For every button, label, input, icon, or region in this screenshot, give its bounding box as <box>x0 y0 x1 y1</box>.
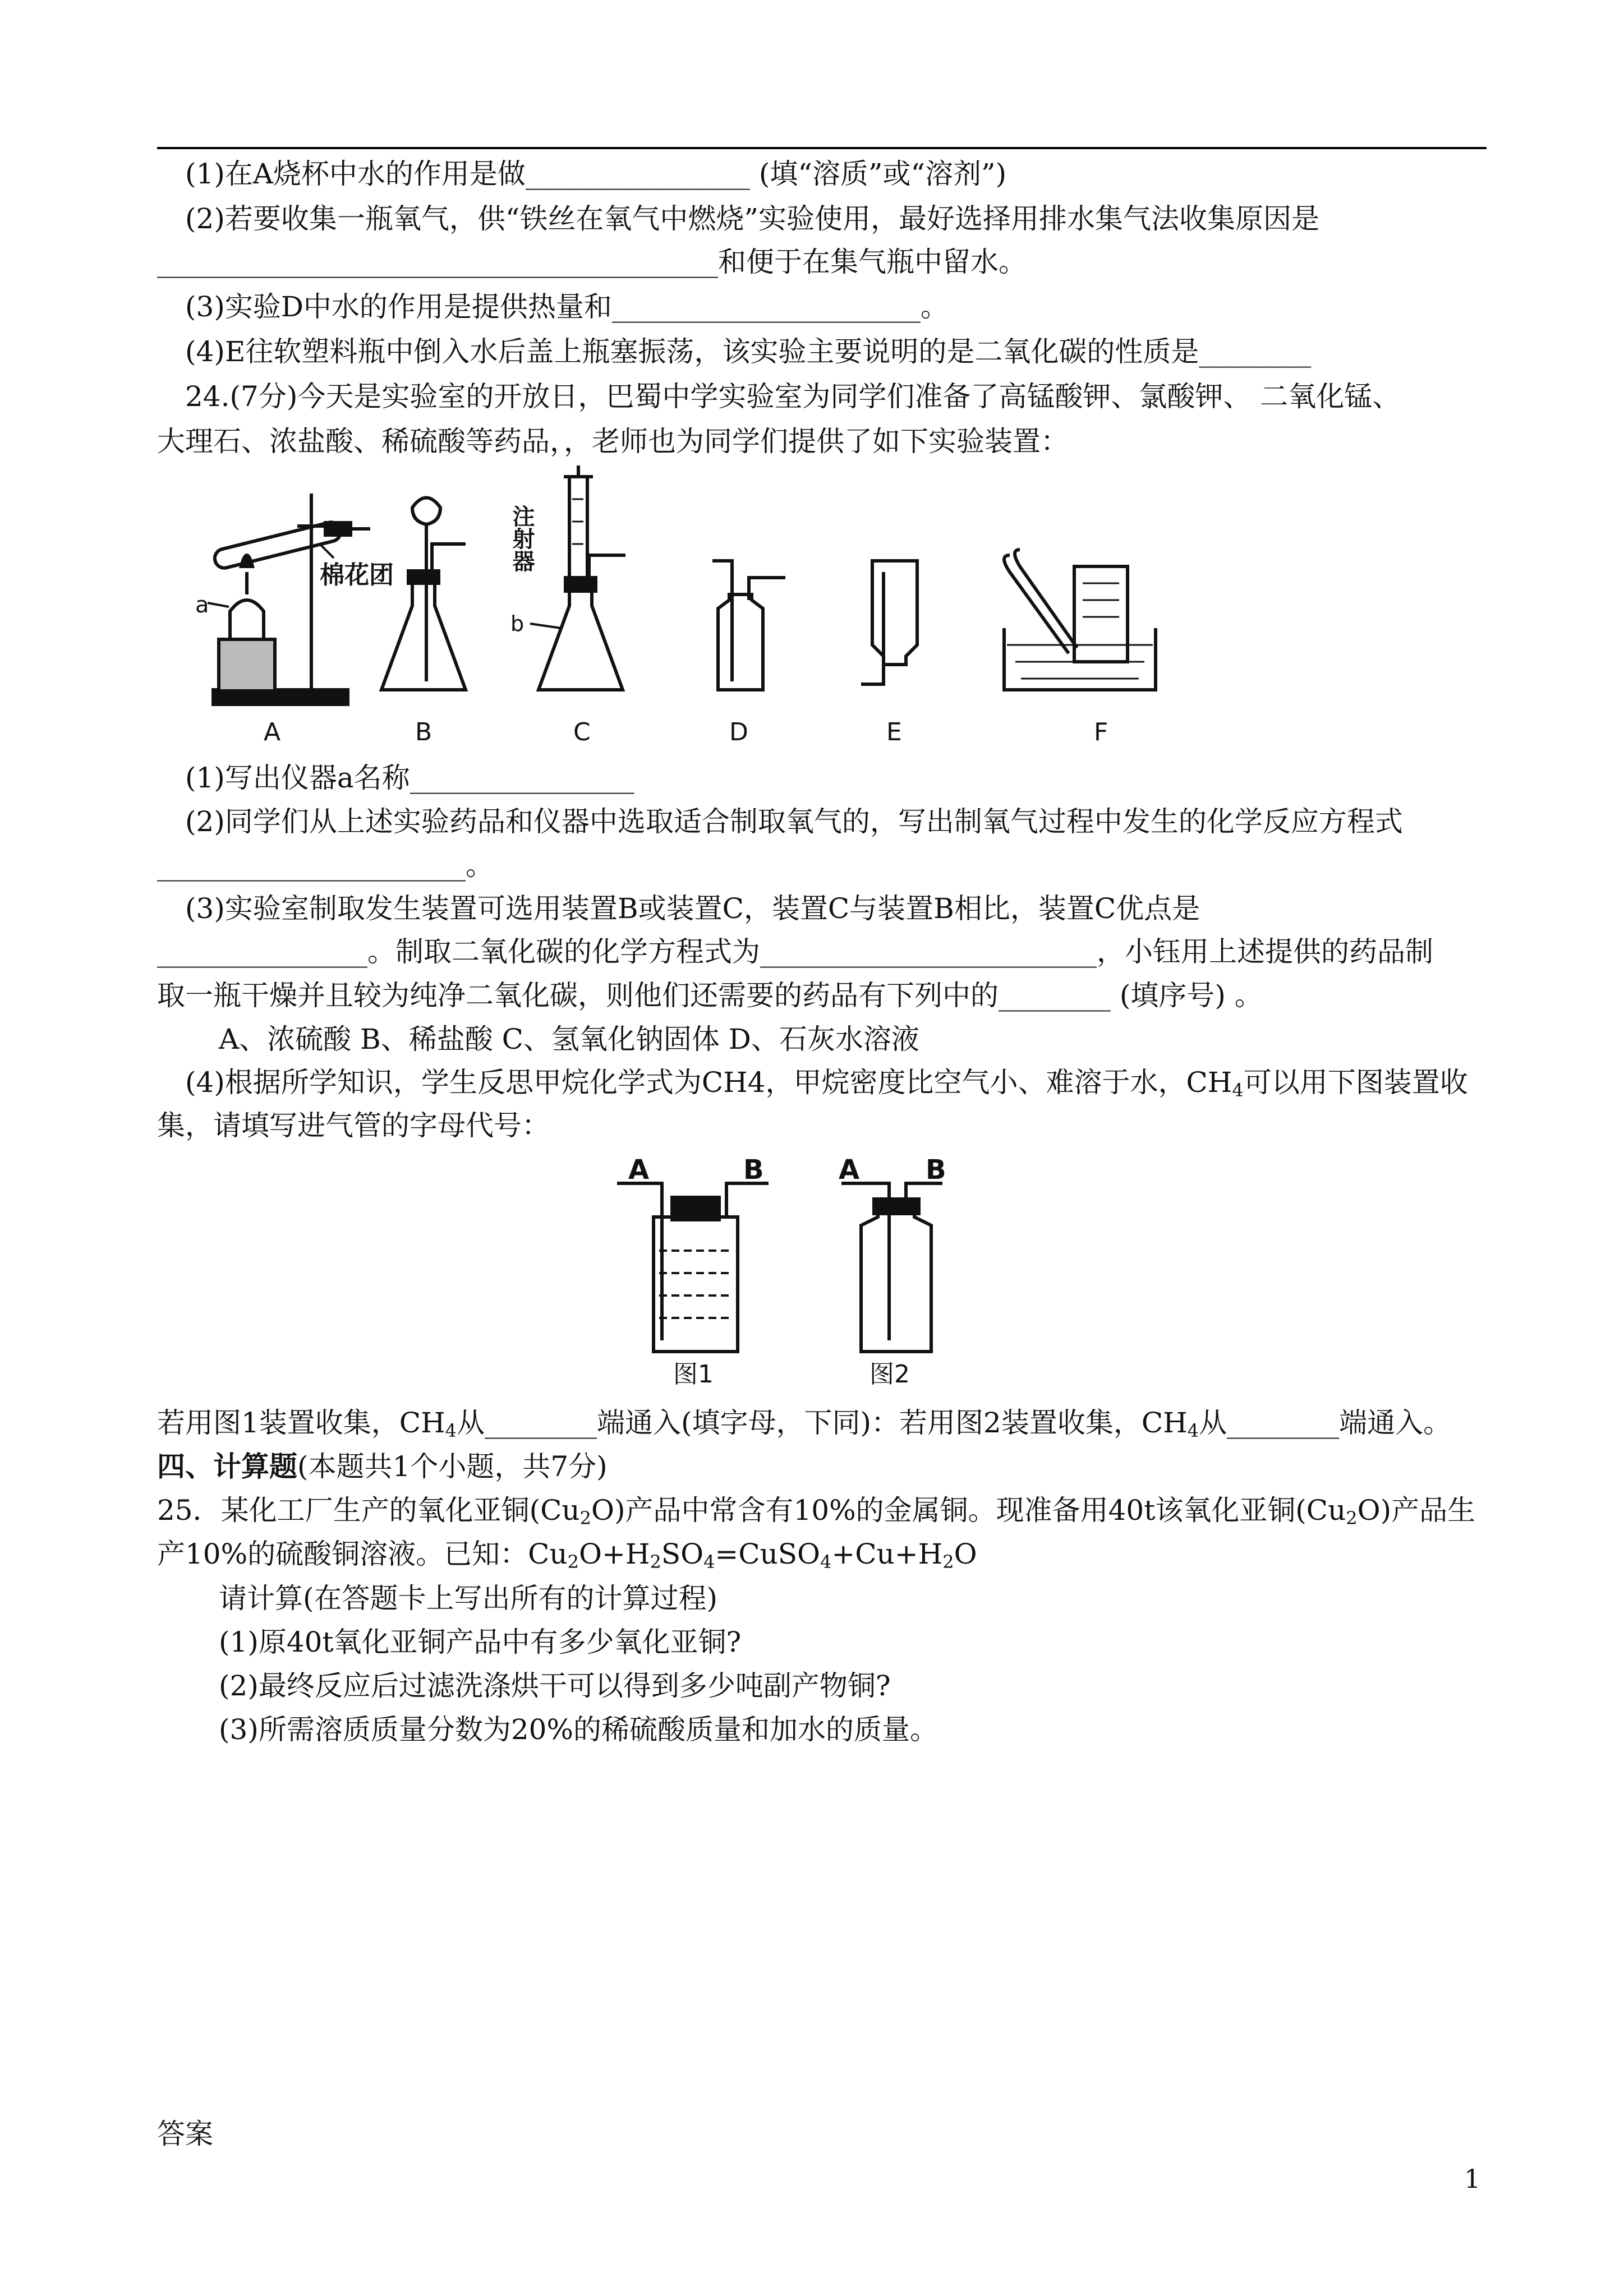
text: O)产品中常含有10%的金属铜。现准备用40t该氧化亚铜(Cu <box>591 1494 1346 1527</box>
syringe-label: 注射器 <box>509 505 535 572</box>
q23-part3: (3)实验D中水的作用是提供热量和______________________。 <box>185 291 949 323</box>
text: +Cu+H <box>831 1538 943 1570</box>
subscript: 4 <box>1187 1420 1199 1441</box>
text: 产10%的硫酸铜溶液。已知：Cu <box>157 1538 568 1570</box>
text: 从________端通入。 <box>1199 1407 1452 1439</box>
apparatus-e <box>861 561 917 746</box>
gas-bottle-figure <box>606 1155 1010 1391</box>
q24-part4-text1: (4)根据所学知识，学生反思甲烷化学式为CH4，甲烷密度比空气小、难溶于水，CH <box>185 1066 1232 1099</box>
q24-stem: 24.(7分)今天是实验室的开放日，巴蜀中学实验室为同学们准备了高锰酸钾、氯酸钾、 二氧化锰、 <box>185 380 1401 413</box>
label-f: F <box>1094 718 1108 746</box>
text: 从________端通入(填字母，下同)：若用图2装置收集，CH <box>457 1407 1188 1439</box>
label-b: B <box>415 718 433 746</box>
q25-stem-cont <box>157 1534 1487 1574</box>
q24-part2-cont: ______________________。 <box>157 849 494 882</box>
fig1-label: 图1 <box>673 1360 714 1389</box>
q24-part4-text2: 可以用下图装置收 <box>1243 1066 1468 1099</box>
label-a: A <box>264 718 281 746</box>
answer-heading: 答案 <box>157 2118 213 2150</box>
subscript: 4 <box>1232 1080 1244 1101</box>
section-note: (本题共1个小题，共7分) <box>297 1450 608 1483</box>
q25-part3: (3)所需溶质质量分数为20%的稀硫酸质量和加水的质量。 <box>219 1713 938 1746</box>
header-rule <box>157 147 1487 149</box>
q23-part2: (2)若要收集一瓶氧气，供“铁丝在氧气中燃烧”实验使用，最好选择用排水集气法收集原因是 <box>185 202 1319 235</box>
text: 若用图1装置收集，CH <box>157 1407 445 1439</box>
text: =CuSO <box>715 1538 821 1570</box>
q25-part2: (2)最终反应后过滤洗涤烘干可以得到多少吨副产物铜? <box>219 1670 891 1702</box>
q24-part1: (1)写出仪器a名称________________ <box>185 762 634 794</box>
label-c: C <box>573 718 591 746</box>
text: SO <box>661 1538 704 1570</box>
q24-part3: (3)实验室制取发生装置可选用装置B或装置C，装置C与装置B相比，装置C优点是 <box>185 892 1200 925</box>
q24-part3-cont2: 取一瓶干燥并且较为纯净二氧化碳，则他们还需要的药品有下列中的________ (填序号) 。 <box>157 979 1263 1012</box>
subscript: 4 <box>445 1420 457 1441</box>
q24-part2: (2)同学们从上述实验药品和仪器中选取适合制取氧气的，写出制氧气过程中发生的化学反应方程式 <box>185 805 1403 838</box>
subscript: 2 <box>942 1551 954 1573</box>
q23-part2-cont: ________________________________________和便于在集气瓶中留水。 <box>157 246 1027 278</box>
section-title: 四、计算题 <box>157 1450 297 1483</box>
apparatus-c <box>509 465 625 746</box>
text: O+H <box>578 1538 650 1570</box>
q25-stem <box>157 1491 1487 1530</box>
figure-1-bottle <box>617 1155 769 1389</box>
subscript: 2 <box>1346 1507 1358 1529</box>
figure-2-bottle <box>839 1155 946 1389</box>
fig1-pipe-b: B <box>743 1155 764 1186</box>
fig2-pipe-b: B <box>926 1155 946 1186</box>
fig2-label: 图2 <box>869 1360 910 1389</box>
apparatus-a <box>195 494 394 746</box>
apparatus-b <box>381 498 466 747</box>
q24-stem-cont: 大理石、浓盐酸、稀硫酸等药品，，老师也为同学们提供了如下实验装置： <box>157 425 1069 458</box>
q24-options: A、浓硫酸 B、稀盐酸 C、氢氧化钠固体 D、石灰水溶液 <box>219 1023 919 1055</box>
subscript: 2 <box>579 1507 591 1529</box>
q23-part4: (4)E往软塑料瓶中倒入水后盖上瓶塞振荡，该实验主要说明的是二氧化碳的性质是________ <box>185 335 1312 368</box>
section-heading <box>157 1447 1487 1486</box>
text: O)产品生 <box>1357 1494 1476 1527</box>
q24-part4-cont: 集，请填写进气管的字母代号： <box>157 1109 550 1142</box>
label-a-pointer: a <box>195 592 209 618</box>
label-e: E <box>886 718 902 746</box>
subscript: 4 <box>703 1551 715 1573</box>
cotton-label: 棉花团 <box>320 561 394 589</box>
q25-part1: (1)原40t氧化亚铜产品中有多少氧化亚铜? <box>219 1626 742 1658</box>
fig2-pipe-a: A <box>839 1155 860 1186</box>
q24-part3-cont1: _______________。制取二氧化碳的化学方程式为________________________，小钰用上述提供的药品制 <box>157 935 1433 968</box>
q23-part1: (1)在A烧杯中水的作用是做________________ (填“溶质”或“溶剂”) <box>185 158 1007 190</box>
apparatus-figure <box>191 460 1200 751</box>
text: 25．某化工厂生产的氧化亚铜(Cu <box>157 1494 580 1527</box>
apparatus-d <box>712 561 785 746</box>
subscript: 2 <box>650 1551 661 1573</box>
text: O <box>954 1538 977 1570</box>
q24-part4 <box>157 1063 1515 1102</box>
apparatus-f <box>1004 550 1156 746</box>
subscript: 4 <box>820 1551 832 1573</box>
label-b-pointer: b <box>510 611 525 636</box>
q24-fill-collect <box>157 1403 1487 1442</box>
page-number: 1 <box>1464 2164 1481 2194</box>
subscript: 2 <box>567 1551 579 1573</box>
q25-instruction: 请计算(在答题卡上写出所有的计算过程) <box>219 1582 718 1615</box>
fig1-pipe-a: A <box>628 1155 650 1186</box>
label-d: D <box>729 718 748 746</box>
